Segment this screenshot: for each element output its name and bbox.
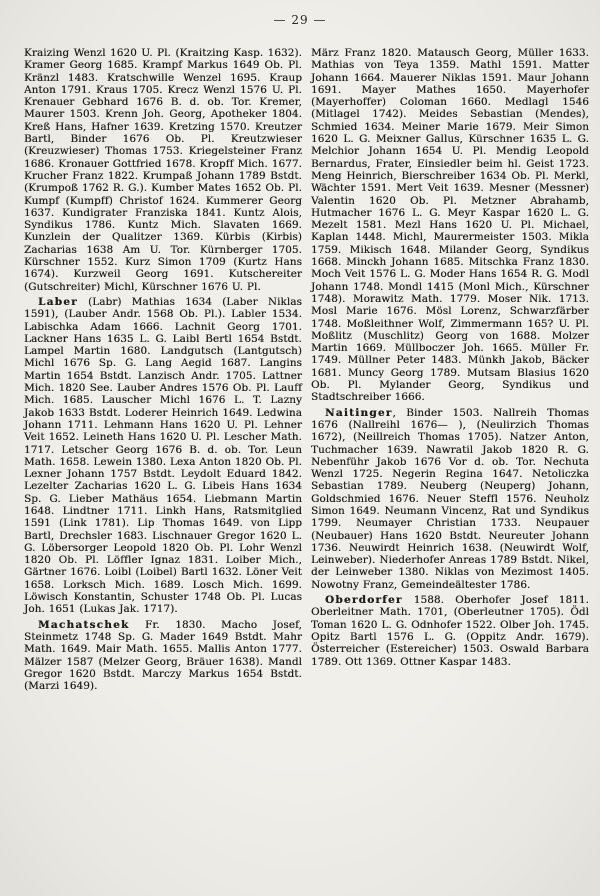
section-lead-l: Laber (38, 295, 78, 308)
entry-text: März Franz 1820. Matausch Georg, Müller 1633. Mathias von Teya 1359. Mathl 1591. Matter Johann 1664. Mauerer Niklas 1591. Maur Johann 1691. Mayer Mathes 1650. Mayerhofer (Mayerhoffer) Coloman 1660. Medlagl 1546 (Mitlagel 1742). Meides Sebastian (Mendes), Schmied 1634. Meiner Marie 1679. Meir Simon 1620 L. G. Meixner Gallus, Kürschner 1635 L. G. Melchior Johann 1654 U. Pl. Mendig Leopold Bernardus, Frater, Einsiedler beim hl. Geist 1723. Meng Heinrich, Bierschreiber 1634 Ob. Pl. Merkl, Wächter 1591. Mert Veit 1639. Mesner (Messner) Valentin 1620 Ob. Pl. Metzner Abrahamb, Hutmacher 1676 L. G. Meyr Kaspar 1620 L. G. Mezelt 1581. Mezl Hans 1620 U. Pl. Michael, Kaplan 1448. Michl, Maurermeister 1503. Mikla 1759. Mikisch 1648. Milander Georg, Syndikus 1668. Minckh Johann 1685. Mitschka Franz 1830. Moch Veit 1576 L. G. Moder Hans 1654 R. G. Modl Johann 1748. Mondl 1415 (Monl Mich., Kürschner 1748). Morawitz Math. 1779. Moser Nik. 1713. Mosl Marie 1676. Mösl Lorenz, Schwarzfärber 1748. Moßleithner Wolf, Zimmermann 165? U. Pl. Moßlitz (Muschlitz) Georg von 1688. Molzer Martin 1669. Müllboczer Joh. 1665. Müller Fr. 1749. Müllner Peter 1483. Münkh Jakob, Bäcker 1681. Muncy Georg 1789. Mutsam Blasius 1620 Ob. Pl. Mylander Georg, Syndikus und Stadtschreiber 1666. (311, 47, 589, 404)
paragraph-n-section (311, 407, 589, 591)
entry-text: , Binder 1503. Nallreih Thomas 1676 (Nallreihl 1676— ), (Neulirzich Thomas 1672), (Neillreich Thomas 1705). Natzer Anton, Tuchmacher 1639. Nawratil Jakob 1820 R. G. Nebenführ Jakob 1676 Vor d. ob. Tor. Nechuta Wenzl 1725. Negerin Regina 1647. Netoliczka Sebastian 1789. Neuberg (Neuperg) Johann, Goldschmied 1676. Neuer Steffl 1576. Neuholz Simon 1649. Neumann Vincenz, Rat und Syndikus 1799. Neumayer Christian 1733. Neupauer (Neubauer) Hans 1620 Bstdt. Neureuter Johann 1736. Neuwirdt Heinrich 1638. (Neuwirdt Wolf, Leinweber). Niederhofer Anreas 1789 Bstdt. Nikel, der Leinweber 1380. Niklas von Mezimost 1405. Nowotny Franz, Gemeindeältester 1786. (311, 406, 589, 591)
left-column (24, 47, 302, 692)
paragraph-m-continuation (311, 47, 589, 404)
right-column (311, 47, 589, 692)
paragraph-m-section (24, 619, 302, 693)
entry-text: Fr. 1830. Macho Josef, Steinmetz 1748 Sp. G. Mader 1649 Bstdt. Mahr Math. 1649. Mair Math. 1655. Mallis Anton 1777. Mälzer 1587 (Melzer Georg, Bräuer 1638). Mandl Gregor 1620 Bstdt. Marczy Markus 1654 Bstdt. (Marzi 1649). (24, 618, 302, 693)
entry-text: (Labr) Mathias 1634 (Laber Niklas 1591), (Lauber Andr. 1568 Ob. Pl.). Labler 1534. Labischka Adam 1666. Lachnit Georg 1701. Lackner Hans 1635 L. G. Laibl Bertl 1654 Bstdt. Lampel Martin 1680. Landgutsch (Lantgutsch) Michl 1676 Sp. G. Lang Aegid 1687. Langins Martin 1654 Bstdt. Lanzisch Andr. 1705. Lattner Mich. 1820 See. Lauber Andres 1576 Ob. Pl. Lauff Mich. 1685. Lauscher Michl 1676 L. T. Lazny Jakob 1633 Bstdt. Loderer Heinrich 1649. Ledwina Johann 1711. Lehmann Hans 1620 U. Pl. Lehner Veit 1652. Leineth Hans 1620 U. Pl. Lescher Math. 1717. Letscher Georg 1676 B. d. ob. Tor. Leun Math. 1658. Lewein 1380. Lexa Anton 1820 Ob. Pl. Lexner Johann 1757 Bstdt. Leydolt Eduard 1842. Lezelter Zacharias 1620 L. G. Libeis Hans 1634 Sp. G. Lieber Mathäus 1654. Liebmann Martin 1648. Lindtner 1711. Linkh Hans, Ratsmitglied 1591 (Link 1781). Lip Thomas 1649. von Lipp Bartl, Drechsler 1683. Lischnauer Gregor 1620 L. G. Löbersorger Leopold 1820 Ob. Pl. Lohr Wenzl 1820 Ob. Pl. Löffler Ignaz 1831. Loiber Mich., Gärtner 1676. Loibl (Loibel) Bartl 1632. Löner Veit 1658. Lorksch Mich. 1689. Losch Mich. 1699. Löwisch Konstantin, Schuster 1748 Ob. Pl. Lucas Joh. 1651 (Lukas Jak. 1717). (24, 295, 302, 616)
paragraph-o-section (311, 594, 589, 668)
section-lead-o: Oberdorfer (325, 594, 403, 607)
entry-text: Kraizing Wenzl 1620 U. Pl. (Kraitzing Kasp. 1632). Kramer Georg 1685. Krampf Markus 1649 Ob. Pl. Kränzl 1483. Kratschwille Wenzel 1695. Kraup Anton 1791. Kraus 1705. Krecz Wenzl 1576 U. Pl. Krenauer Gebhard 1676 B. d. ob. Tor. Kremer, Maurer 1503. Krenn Joh. Georg, Apotheker 1804. Kreß Hans, Hafner 1639. Kretzing 1570. Kreutzer Bartl, Binder 1676 Ob. Pl. Kreutzwieser (Kreuzwieser) Thomas 1753. Kriegelsteiner Franz 1686. Kronauer Gottfried 1678. Kropff Mich. 1677. Krucher Franz 1822. Krumpaß Johann 1789 Bstdt. (Krumpoß 1762 R. G.). Kumber Mates 1652 Ob. Pl. Kumpf (Kumpff) Christof 1624. Kummerer Georg 1637. Kundigrater Franziska 1841. Kuntz Alois, Syndikus 1786. Kuntz Mich. Slavaten 1669. Kunzlein der Qualitzer 1369. Kürbis (Kirbis) Zacharias 1638 Am U. Tor. Kürnberger 1705. Kürschner 1552. Kurz Simon 1709 (Kurtz Hans 1674). Kurzweil Georg 1691. Kutschereiter (Gutschreiter) Michl, Kürschner 1676 U. Pl. (24, 47, 302, 293)
section-lead-m: Machatschek (38, 618, 130, 631)
entry-text: 1588. Oberhofer Josef 1811. Oberleitner Math. 1701, (Oberleutner 1705). Ödl Toman 1620 L. G. Odnhofer 1522. Olber Joh. 1745. Opitz Bartl 1576 L. G. (Oppitz Andr. 1679). Österreicher (Estereicher) 1503. Oswald Barbara 1789. Ott 1369. Ottner Kaspar 1483. (311, 594, 589, 668)
paragraph-k-continuation (24, 47, 302, 293)
page-number: — 29 — (273, 13, 327, 27)
section-lead-n: Naitinger (325, 406, 393, 419)
paragraph-l-section (24, 296, 302, 616)
text-columns (24, 47, 589, 692)
